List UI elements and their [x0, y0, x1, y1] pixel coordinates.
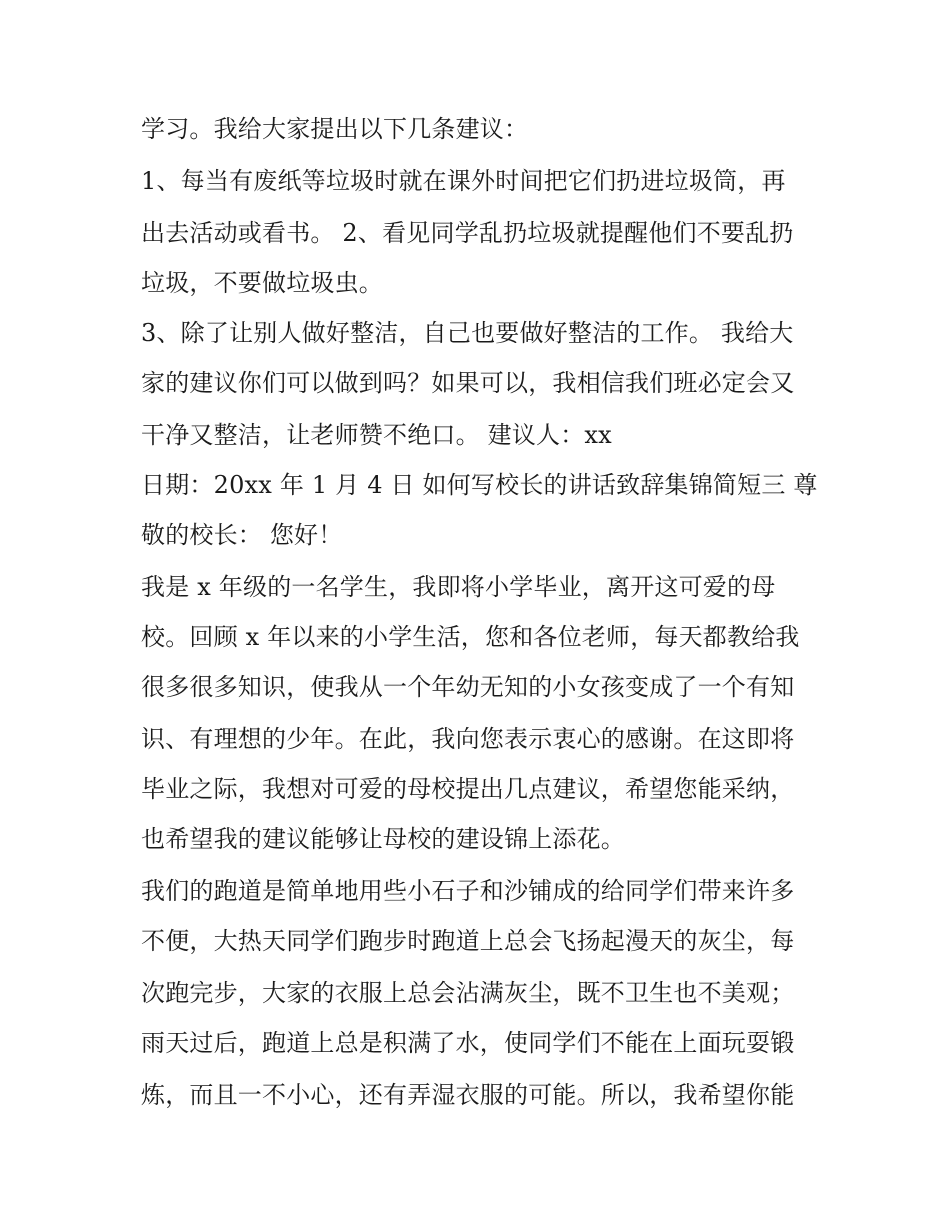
- text-line: 识、有理想的少年。在此，我向您表示衷心的感谢。在这即将: [141, 725, 795, 753]
- text-line: 校。回顾 x 年以来的小学生活，您和各位老师，每天都教给我: [141, 623, 800, 651]
- text-line: 很多很多知识，使我从一个年幼无知的小女孩变成了一个有知: [141, 673, 795, 701]
- text-line: 不便，大热天同学们跑步时跑道上总会飞扬起漫天的灰尘，每: [141, 927, 795, 955]
- text-line: 也希望我的建议能够让母校的建设锦上添花。: [141, 825, 625, 853]
- text-line: 日期：20xx 年 1 月 4 日 如何写校长的讲话致辞集锦简短三 尊: [141, 471, 818, 499]
- text-line: 雨天过后，跑道上总是积满了水，使同学们不能在上面玩耍锻: [141, 1029, 795, 1057]
- text-line: 1、每当有废纸等垃圾时就在课外时间把它们扔进垃圾筒，再: [141, 167, 786, 195]
- text-line: 出去活动或看书。 2、看见同学乱扔垃圾就提醒他们不要乱扔: [141, 219, 794, 247]
- text-line: 干净又整洁，让老师赞不绝口。 建议人：xx: [141, 421, 612, 449]
- text-line: 3、除了让别人做好整洁，自己也要做好整洁的工作。 我给大: [141, 319, 794, 347]
- text-line: 我们的跑道是简单地用些小石子和沙铺成的给同学们带来许多: [141, 877, 795, 905]
- text-line: 次跑完步，大家的衣服上总会沾满灰尘，既不卫生也不美观；: [141, 979, 795, 1007]
- text-line: 学习。我给大家提出以下几条建议：: [141, 115, 529, 143]
- text-line: 家的建议你们可以做到吗？如果可以，我相信我们班必定会又: [141, 369, 795, 397]
- text-line: 敬的校长： 您好！: [141, 521, 343, 549]
- text-line: 炼，而且一不小心，还有弄湿衣服的可能。所以，我希望你能: [141, 1081, 795, 1109]
- text-line: 毕业之际，我想对可爱的母校提出几点建议，希望您能采纳，: [141, 775, 795, 803]
- text-line: 垃圾，不要做垃圾虫。: [141, 269, 383, 297]
- text-line: 我是 x 年级的一名学生，我即将小学毕业，离开这可爱的母: [141, 573, 776, 601]
